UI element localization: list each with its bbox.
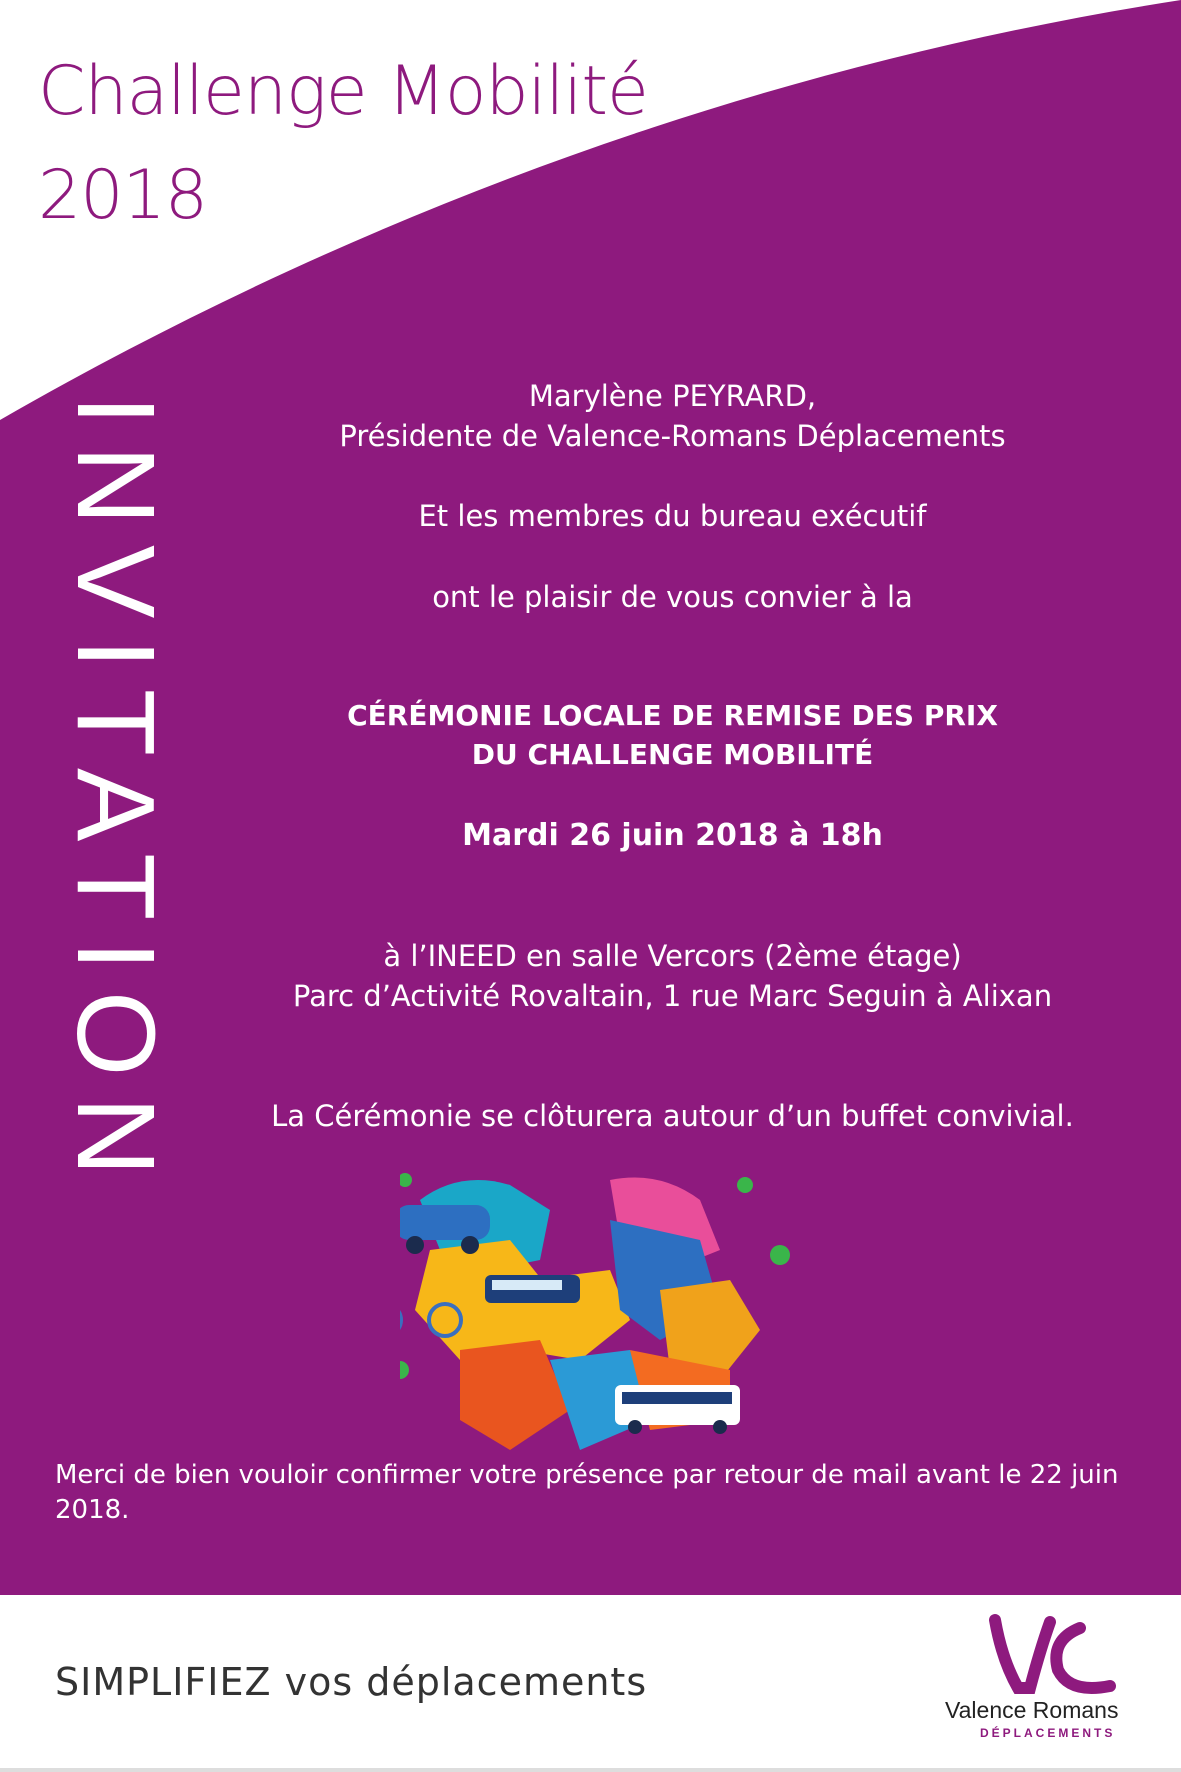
title-line-2: 2018 xyxy=(38,156,208,235)
title-line-1: Challenge Mobilité xyxy=(38,52,648,131)
invite-phrase: ont le plaisir de vous convier à la xyxy=(432,580,913,614)
rsvp-note: Merci de bien vouloir confirmer votre présence par retour de mail avant le 22 juin 2018. xyxy=(55,1460,1119,1525)
co-hosts: Et les membres du bureau exécutif xyxy=(418,499,927,533)
mobility-map-illustration xyxy=(400,1160,800,1460)
event-title-line-2: DU CHALLENGE MOBILITÉ xyxy=(471,738,874,771)
tagline: SIMPLIFIEZ vos déplacements xyxy=(55,1660,648,1704)
event-date: Mardi 26 juin 2018 à 18h xyxy=(462,818,883,853)
venue-line-1: à l’INEED en salle Vercors (2ème étage) xyxy=(383,939,962,973)
logo-subtitle: DÉPLACEMENTS xyxy=(980,1726,1116,1740)
invitation-vertical-title: INVITATION xyxy=(54,395,177,1196)
event-title-line-1: CÉRÉMONIE LOCALE DE REMISE DES PRIX xyxy=(347,699,998,732)
logo-name: Valence Romans xyxy=(945,1697,1119,1723)
host-name: Marylène PEYRARD, xyxy=(528,379,817,413)
venue-line-2: Parc d’Activité Rovaltain, 1 rue Marc Seguin à Alixan xyxy=(292,979,1053,1013)
vr-logo-icon xyxy=(930,1610,1170,1700)
host-role: Présidente de Valence-Romans Déplacements xyxy=(339,419,1006,453)
closing-note: La Cérémonie se clôturera autour d’un buffet convivial. xyxy=(271,1099,1074,1133)
